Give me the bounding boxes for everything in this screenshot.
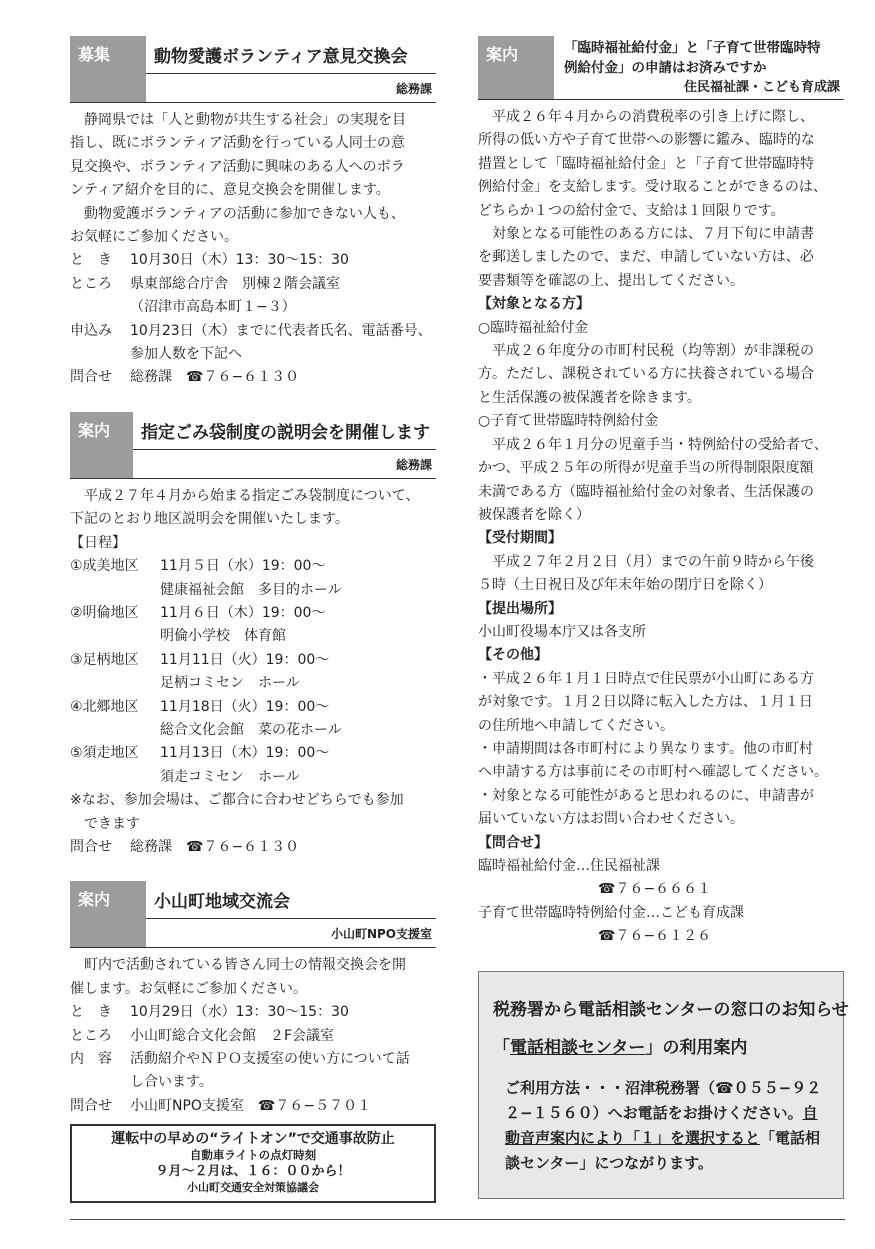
benefit-title-line2: 例給付金」の申請はお済みですか: [564, 60, 767, 76]
garbage-contact: 総務課 ☎７６−６１３０: [130, 838, 300, 855]
volunteer-body-line: 指し、既にボランティア活動を行っている人同士の意: [70, 135, 405, 152]
schedule-area: ②明倫地区: [70, 604, 139, 621]
exchange-contact-label: 問合せ: [70, 1097, 112, 1114]
garbage-header: [70, 412, 436, 479]
tax-subtitle-prefix: 「: [493, 1037, 510, 1058]
traffic-line3: ９月〜２月は、１６：００から！: [155, 1164, 351, 1180]
tax-body-underlined: 自動音声案内により「１」を選択すると: [505, 1103, 818, 1147]
schedule-time: 11月６日（木）19：00〜: [160, 604, 326, 621]
benefit-target-heading: 【対象となる方】: [478, 296, 590, 313]
volunteer-body-line: ンティア紹介を目的に、意見交換会を開催します。: [70, 182, 390, 199]
benefit-other-line: 届いていない方はお問い合わせください。: [478, 811, 744, 828]
volunteer-apply2: 参加人数を下記へ: [130, 346, 242, 363]
benefit-t2-line: 平成２６年１月分の児童手当・特例給付の受給者で、: [492, 436, 828, 453]
exchange-contact: 小山町NPO支援室 ☎７６−５７０１: [130, 1097, 372, 1114]
benefit-t1-heading: ○臨時福祉給付金: [478, 319, 589, 336]
tax-subtitle-suffix: 」の利用案内: [645, 1037, 748, 1058]
exchange-where-label: ところ: [70, 1027, 112, 1044]
exchange-content: 活動紹介やＮＰＯ支援室の使い方について話: [130, 1051, 410, 1067]
garbage-dept: 総務課: [395, 457, 432, 472]
benefit-p1-line: どちらか１つの給付金で、支給は１回限りです。: [478, 202, 785, 219]
volunteer-contact: 総務課 ☎７６−６１３０: [130, 369, 300, 386]
benefit-section: [478, 36, 844, 949]
exchange-when-label: と き: [70, 1004, 112, 1021]
benefit-t1-line: 方。ただし、課税されている方に扶養されている場合: [478, 366, 814, 383]
garbage-body-line: 下記のとおり地区説明会を開催いたします。: [70, 511, 349, 528]
tax-notice-box: [478, 971, 849, 1199]
volunteer-where: 県東部総合庁舎 別棟２階会議室: [130, 275, 340, 292]
left-column: [70, 36, 436, 1203]
schedule-time: 11月11日（火）19：00〜: [160, 651, 330, 668]
benefit-p2-line: を郵送しましたので、まだ、申請していない方は、必: [478, 249, 814, 266]
exchange-dept: 小山町NPO支援室: [330, 927, 432, 942]
right-column: [478, 36, 849, 1199]
volunteer-body2-line: お気軽にご参加ください。: [70, 229, 238, 246]
tax-title: 税務署から電話相談センターの窓口のお知らせ: [493, 999, 849, 1020]
schedule-area: ①成美地区: [70, 558, 139, 575]
volunteer-tag: 募集: [70, 36, 146, 102]
footer-divider: [70, 1219, 845, 1220]
benefit-t2-line: かつ、平成２５年の所得が児童手当の所得制限限度額: [478, 460, 814, 477]
volunteer-section: [70, 36, 436, 390]
volunteer-dept: 総務課: [395, 82, 432, 96]
garbage-contact-label: 問合せ: [70, 838, 112, 855]
schedule-venue: 総合文化会館 菜の花ホール: [160, 721, 342, 738]
exchange-header: [70, 881, 436, 948]
exchange-tag: 案内: [70, 881, 146, 947]
volunteer-contact-label: 問合せ: [70, 369, 112, 386]
volunteer-body2-line: 動物愛護ボランティアの活動に参加できない人も、: [84, 205, 405, 222]
schedule-area: ⑤須走地区: [70, 745, 139, 762]
exchange-where: 小山町総合文化会館 ２F会議室: [130, 1027, 335, 1044]
volunteer-apply: 10月23日（木）までに代表者氏名、電話番号、: [130, 322, 432, 339]
garbage-section: [70, 412, 436, 860]
benefit-other-line: の住所地へ申請してください。: [478, 717, 674, 734]
benefit-other-line: ・申請期間は各市町村により異なります。他の市町村: [478, 740, 813, 757]
benefit-contact-heading: 【問合せ】: [478, 834, 548, 851]
benefit-contact2-tel: ☎７６−６１２６: [598, 928, 712, 945]
exchange-body-line: 催します。お気軽にご参加ください。: [70, 980, 307, 997]
traffic-safety-box: [70, 1124, 436, 1203]
schedule-time: 11月13日（木）19：00〜: [160, 745, 330, 762]
volunteer-where-label: ところ: [70, 275, 112, 292]
benefit-p1-line: 所得の低い方や子育て世帯への影響に鑑み、臨時的な: [478, 132, 815, 149]
benefit-other-line: が対象です。１月２日以降に転入した方は、１月１日: [478, 694, 813, 711]
schedule-area: ③足柄地区: [70, 651, 139, 668]
garbage-note: ※なお、参加会場は、ご都合に合わせどちらでも参加: [70, 792, 404, 809]
traffic-line1: 運転中の早めの“ライトオン”で交通事故防止: [111, 1131, 395, 1148]
garbage-schedule-heading: 【日程】: [70, 534, 126, 551]
exchange-body-line: 町内で活動されている皆さん同士の情報交換会を開: [84, 957, 406, 974]
benefit-p1-line: 平成２６年４月からの消費税率の引き上げに際し、: [492, 109, 814, 125]
garbage-tag: 案内: [70, 412, 133, 478]
benefit-other-line: へ申請する方は事前にその市町村へ確認してください。: [478, 764, 828, 781]
schedule-time: 11月５日（水）19：00〜: [160, 558, 326, 575]
traffic-line4: 小山町交通安全対策協議会: [187, 1181, 319, 1195]
exchange-section: [70, 881, 436, 1118]
schedule-time: 11月18日（火）19：00〜: [160, 698, 330, 715]
tax-body: [493, 1076, 831, 1176]
benefit-tag: 案内: [478, 36, 554, 99]
benefit-p1-line: 例給付金」を支給します。受け取ることができるのは、: [478, 179, 827, 196]
benefit-t2-line: 未満である方（臨時福祉給付金の対象者、生活保護の: [478, 483, 814, 500]
traffic-line2: 自動車ライトの点灯時刻: [189, 1148, 317, 1163]
exchange-content2: し合います。: [130, 1074, 213, 1091]
tax-subtitle-underlined: 電話相談センター: [510, 1037, 646, 1058]
benefit-t1-line: 平成２６年度分の市町村民税（均等割）が非課税の: [492, 343, 814, 360]
benefit-t2-line: 被保護者を除く）: [478, 506, 590, 523]
garbage-body-line: 平成２７年４月から始まる指定ごみ袋制度について、: [84, 487, 420, 504]
tax-subtitle: [493, 1036, 831, 1060]
volunteer-where2: （沼津市高島本町１−３）: [130, 299, 296, 316]
benefit-t2-heading: ○子育て世帯臨時特例給付金: [478, 413, 659, 430]
volunteer-apply-label: 申込み: [70, 322, 112, 339]
schedule-area: ④北郷地区: [70, 698, 139, 715]
schedule-venue: 明倫小学校 体育館: [160, 628, 286, 645]
volunteer-when-label: と き: [70, 252, 112, 269]
volunteer-body-line: 静岡県では「人と動物が共生する社会」の実現を目: [84, 112, 406, 128]
benefit-period-line: ５時（土日祝日及び年末年始の閉庁日を除く）: [478, 577, 772, 594]
benefit-contact1-tel: ☎７６−６６６１: [598, 881, 712, 898]
benefit-p1-line: 措置として「臨時福祉給付金」と「子育て世帯臨時特: [478, 155, 814, 172]
benefit-dept: 住民福祉課・こども育成課: [683, 80, 840, 95]
benefit-other-heading: 【その他】: [478, 647, 548, 664]
benefit-title-line1: 「臨時福祉給付金」と「子育て世帯臨時特: [564, 40, 821, 56]
volunteer-header: [70, 36, 436, 103]
benefit-t1-line: と生活保護の被保護者を除きます。: [478, 389, 701, 406]
benefit-header: [478, 36, 844, 100]
exchange-when: 10月29日（水）13：30〜15：30: [130, 1004, 349, 1021]
exchange-content-label: 内 容: [70, 1051, 112, 1067]
benefit-period-line: 平成２７年２月２日（月）までの午前９時から午後: [492, 553, 814, 570]
benefit-p2-line: 要書類等を確認の上、提出してください。: [478, 272, 744, 289]
volunteer-title: 動物愛護ボランティア意見交換会: [146, 36, 436, 74]
tax-body-a: ご利用方法・・・沼津税務署（☎０５５−９２２−１５６０）へお電話をお掛けください。: [505, 1078, 822, 1122]
volunteer-body-line: 見交換や、ボランティア活動に興味のある人へのボラ: [70, 158, 405, 175]
schedule-venue: 須走コミセン ホール: [160, 768, 300, 785]
garbage-title: 指定ごみ袋制度の説明会を開催します: [133, 412, 436, 450]
benefit-other-line: ・平成２６年１月１日時点で住民票が小山町にある方: [478, 670, 814, 687]
schedule-venue: 健康福祉会館 多目的ホール: [160, 581, 342, 598]
benefit-place: 小山町役場本庁又は各支所: [478, 623, 646, 640]
benefit-period-heading: 【受付期間】: [478, 530, 562, 547]
benefit-contact1: 臨時福祉給付金…住民福祉課: [478, 858, 660, 874]
benefit-place-heading: 【提出場所】: [478, 600, 562, 617]
benefit-p2-line: 対象となる可能性のある方には、７月下旬に申請書: [492, 226, 814, 243]
benefit-contact2: 子育て世帯臨時特例給付金…こども育成課: [478, 904, 744, 921]
garbage-note2: できます: [84, 815, 140, 832]
tax-body-b: 「電話相談センター」につながります。: [505, 1128, 821, 1172]
schedule-venue: 足柄コミセン ホール: [160, 675, 300, 692]
volunteer-when: 10月30日（木）13：30〜15：30: [130, 252, 349, 269]
benefit-other-line: ・対象となる可能性があると思われるのに、申請書が: [478, 787, 814, 804]
exchange-title: 小山町地域交流会: [146, 881, 436, 919]
